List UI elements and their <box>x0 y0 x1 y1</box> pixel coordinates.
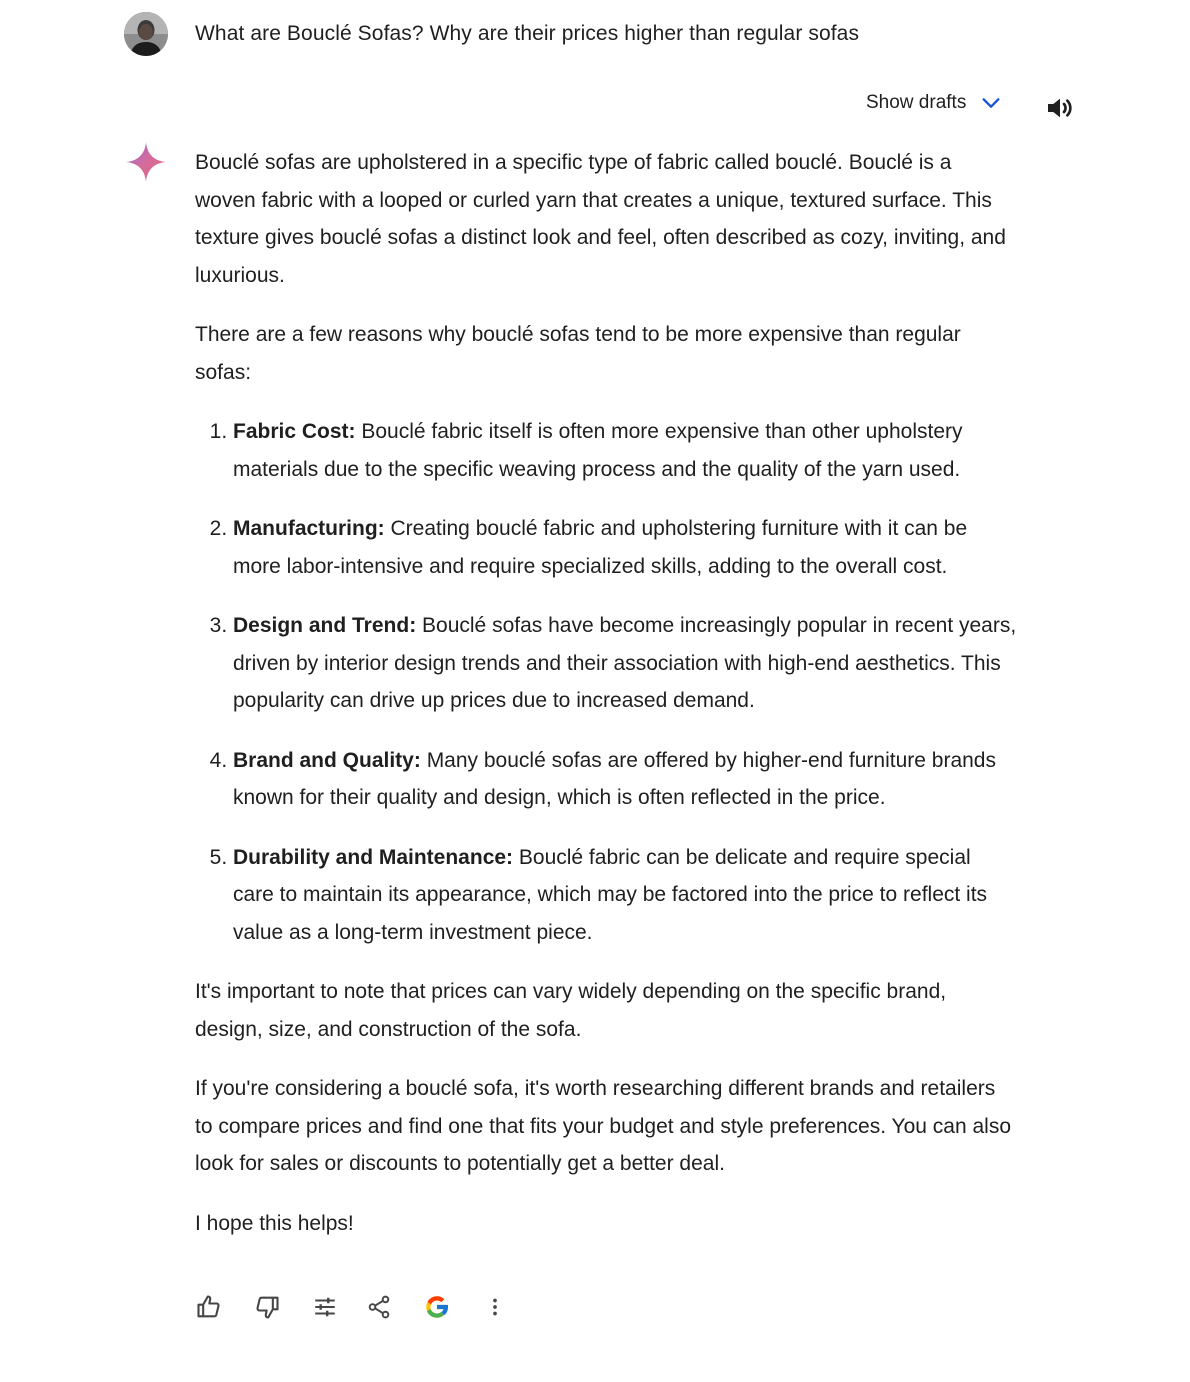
reasons-list <box>195 413 1017 951</box>
share-button[interactable] <box>362 1290 396 1324</box>
thumbs-up-icon <box>195 1293 223 1321</box>
reason-title: Brand and Quality: <box>233 748 421 772</box>
google-g-icon <box>423 1293 451 1321</box>
response-body <box>195 144 1017 1264</box>
list-item <box>233 413 1017 488</box>
gemini-sparkle-icon <box>124 140 168 189</box>
response-actions-toolbar <box>192 1290 536 1324</box>
google-search-button[interactable] <box>420 1290 454 1324</box>
reason-title: Fabric Cost: <box>233 420 356 443</box>
list-item <box>233 607 1017 720</box>
reason-title: Manufacturing: <box>233 517 385 540</box>
reason-title: Durability and Maintenance: <box>233 845 514 869</box>
show-drafts-button[interactable] <box>860 88 1008 118</box>
more-vert-icon <box>482 1294 508 1320</box>
reason-text: Many bouclé sofas are offered by higher-end furniture brands known for their quality and design, which is often reflected in the price. <box>233 748 996 809</box>
drafts-row <box>860 88 1008 118</box>
list-item <box>233 839 1017 952</box>
show-drafts-label: Show drafts <box>866 92 967 113</box>
speaker-icon[interactable] <box>1044 92 1076 129</box>
response-advice: If you're considering a bouclé sofa, it's worth researching different brands and retailers to compare prices and find one that fits your budget and style preferences. You can also look for sales or discounts to potentially get a better deal. <box>195 1077 1012 1175</box>
reason-text: Bouclé fabric can be delicate and require special care to maintain its appearance, which may be factored into the price to reflect its value as a long-term investment piece. <box>233 845 988 944</box>
response-closing: I hope this helps! <box>195 1211 354 1235</box>
tune-icon <box>312 1294 338 1320</box>
response-intro: Bouclé sofas are upholstered in a specific type of fabric called bouclé. Bouclé is a woven fabric with a looped or curled yarn that creates a unique, textured surface. This texture gives bouclé sofas a distinct look and feel, often described as cozy, inviting, and luxurious. <box>195 151 1006 287</box>
chevron-down-icon <box>980 92 1002 114</box>
response-note: It's important to note that prices can vary widely depending on the specific brand, design, size, and construction of the sofa. <box>195 980 947 1041</box>
list-item <box>233 742 1017 817</box>
list-item <box>233 510 1017 585</box>
reason-text: Creating bouclé fabric and upholstering furniture with it can be more labor-intensive and require specialized skills, adding to the overall cost. <box>233 517 968 578</box>
more-options-button[interactable] <box>478 1290 512 1324</box>
thumbs-down-button[interactable] <box>250 1290 284 1324</box>
reason-title: Design and Trend: <box>233 614 417 637</box>
reason-text: Bouclé fabric itself is often more expensive than other upholstery materials due to the specific weaving process and the quality of the yarn used. <box>233 420 963 481</box>
user-prompt-row <box>124 12 859 56</box>
reasons-intro: There are a few reasons why bouclé sofas tend to be more expensive than regular sofas: <box>195 323 961 384</box>
modify-response-button[interactable] <box>308 1290 342 1324</box>
thumbs-down-icon <box>253 1293 281 1321</box>
thumbs-up-button[interactable] <box>192 1290 226 1324</box>
share-icon <box>366 1294 392 1320</box>
reason-text: Bouclé sofas have become increasingly popular in recent years, driven by interior design trends and their association with high-end aesthetics. This popularity can drive up prices due to increased demand. <box>233 614 1017 712</box>
user-prompt-text: What are Bouclé Sofas? Why are their prices higher than regular sofas <box>195 22 860 45</box>
user-avatar[interactable] <box>124 12 168 56</box>
